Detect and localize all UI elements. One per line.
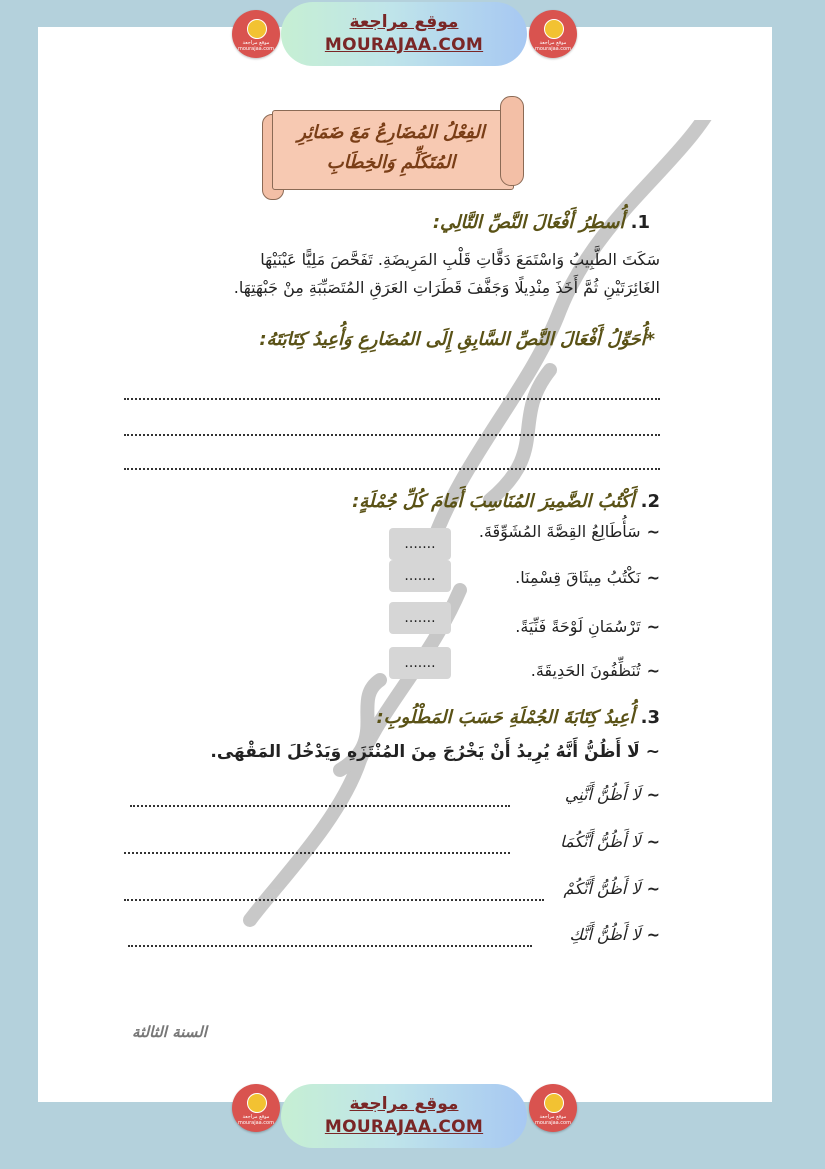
exercise-1-instruction: *أُحَوِّلُ أَفْعَالَ النَّصِّ السَّابِقِ إِلَى المُضَارِعِ وَأُعِيدُ كِتَابَتَهُ: [259,329,655,350]
exercise-3-prompt: ~لَا أَظُنُّ أَنَّكُمَا [560,832,660,851]
exercise-3-prompt: ~لَا أَظُنُّ أَنَّكِ [569,925,660,944]
logo-badge-top-left[interactable]: موقع مراجعة mourajaa.com [232,10,280,58]
logo-badge-bottom-right[interactable]: موقع مراجعة mourajaa.com [529,1084,577,1132]
title-scroll [262,96,524,200]
exercise-2-item: ~نَكْتُبُ مِيثَاقَ قِسْمِنَا. [515,568,660,587]
lesson-title: الفِعْلُ المُضَارِعُ مَعَ ضَمَائِرِ المُتَكَلِّمِ وَالخِطَابِ [297,122,485,173]
pronoun-answer-box[interactable]: ....... [389,647,451,679]
exercise-2-heading: 2. أَكْتُبُ الضَّمِيرَ المُنَاسِبَ أَمَامَ كُلِّ جُمْلَةٍ: [352,491,660,512]
logo-badge-bottom-left[interactable]: موقع مراجعة mourajaa.com [232,1084,280,1132]
pronoun-answer-box[interactable]: ....... [389,560,451,592]
logo-badge-top-right[interactable]: موقع مراجعة mourajaa.com [529,10,577,58]
site-name-arabic: موقع مراجعة [349,1094,459,1114]
exercise-3-sentence: ~لَا أَظُنُّ أَنَّهُ يُرِيدُ أَنْ يَخْرُجَ مِنَ المُنْتَزَهِ وَيَدْخُلَ المَقْهَى. [210,742,660,762]
answer-line[interactable] [124,414,660,436]
exercise-1-heading: 1. أُسطِرُ أَفْعَالَ النَّصِّ التَّالِي: [432,212,650,233]
rewrite-answer-line[interactable] [128,927,532,947]
site-name-latin: MOURAJAA.COM [324,1117,484,1137]
rewrite-answer-line[interactable] [124,834,510,854]
site-name-latin: MOURAJAA.COM [324,35,484,55]
answer-line[interactable] [124,448,660,470]
exercise-2-item: ~سَأُطَالِعُ القِصَّةَ المُشَوِّقَةَ. [478,522,660,541]
exercise-3-prompt: ~لَا أَظُنُّ أَنَّنِي [564,785,660,804]
pronoun-answer-box[interactable]: ....... [389,602,451,634]
exercise-2-item: ~تَرْسُمَانِ لَوْحَةً فَنِّيَةً. [515,617,660,636]
rewrite-answer-line[interactable] [130,787,510,807]
exercise-2-item: ~تُنَظِّفُونَ الحَدِيقَةَ. [530,661,660,680]
site-banner-bottom[interactable] [281,1084,527,1148]
exercise-3-prompt: ~لَا أَظُنُّ أَنَّكُمْ [563,879,660,898]
answer-line[interactable] [124,378,660,400]
site-banner-top[interactable] [281,2,527,66]
grade-label: السنة الثالثة [132,1023,207,1041]
pronoun-answer-box[interactable]: ....... [389,528,451,560]
rewrite-answer-line[interactable] [124,881,544,901]
exercise-1-text: سَكَتَ الطَّبِيبُ وَاسْتَمَعَ دَقَّاتِ قَلْبِ المَرِيضَةِ. تَفَحَّصَ مَلِيًّا عَيْنَيْهَا الغَائِرَتَيْنِ ثُمَّ أَخَذَ مِنْدِيلًا وَجَفَّفَ قَطَرَاتِ العَرَقِ المُتَصَبِّبَةِ مِنْ جَبْهَتِهَا. [233,250,660,297]
site-name-arabic: موقع مراجعة [349,12,459,32]
exercise-3-heading: 3. أُعِيدُ كِتَابَةَ الجُمْلَةِ حَسَبَ المَطْلُوبِ: [376,707,660,728]
